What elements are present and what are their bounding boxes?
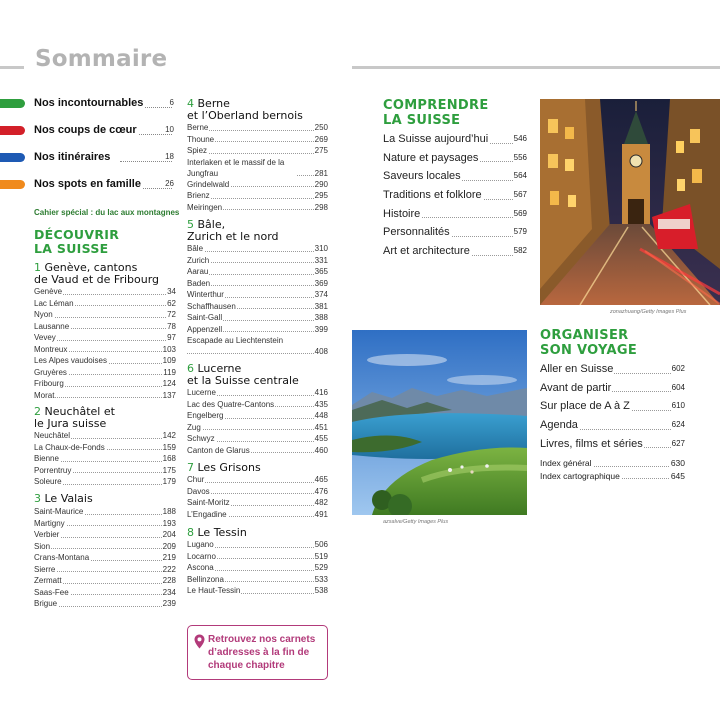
special-supplement[interactable]: Cahier spécial : du lac aux montagnes — [34, 208, 180, 217]
list-item[interactable]: Sur place de A à Z 610 — [540, 397, 685, 416]
blue-tab-icon — [0, 153, 25, 162]
list-item[interactable]: Morat 137 — [34, 390, 176, 400]
list-item[interactable]: Soleure 179 — [34, 477, 176, 486]
list-item[interactable]: La Chaux-de-Fonds 159 — [34, 442, 176, 452]
highlight-coups-de-coeur[interactable]: Nos coups de cœur 10 — [0, 124, 180, 138]
list-item[interactable]: Saint-Moritz 482 — [187, 498, 328, 507]
section-heading-decouvrir: DÉCOUVRIR LA SUISSE — [34, 227, 120, 256]
chapter-4-heading[interactable]: 4 Berne et l’Oberland bernois — [187, 97, 303, 122]
callout-text: Retrouvez nos carnets d’adresses à la fin de chaque chapitre — [208, 634, 316, 671]
list-item[interactable]: Lausanne 78 — [34, 321, 176, 331]
list-item[interactable]: Berne 250 — [187, 123, 328, 132]
address-callout — [187, 625, 328, 680]
list-item[interactable]: Traditions et folklore 567 — [383, 186, 527, 205]
list-item[interactable]: Winterthur 374 — [187, 290, 328, 299]
list-item[interactable]: Schaffhausen 381 — [187, 301, 328, 311]
lake-landscape-image — [352, 330, 527, 515]
chapter-4-entries — [187, 122, 328, 213]
list-item[interactable]: Bellinzona 533 — [187, 574, 328, 584]
list-item[interactable]: Gruyères 119 — [34, 367, 176, 377]
list-item[interactable]: Vevey 97 — [34, 333, 176, 342]
list-item[interactable]: Porrentruy 175 — [34, 465, 176, 475]
list-item[interactable]: Escapade au Liechtenstein 408 — [187, 336, 328, 356]
list-item[interactable]: Bienne 168 — [34, 454, 176, 463]
list-item[interactable]: Zurich 331 — [187, 255, 328, 265]
list-item[interactable]: Art et architecture 582 — [383, 242, 527, 261]
list-item[interactable]: Nyon 72 — [34, 310, 176, 319]
list-item[interactable]: Lac des Quatre-Cantons 435 — [187, 399, 328, 409]
list-item[interactable]: Schwyz 455 — [187, 434, 328, 443]
chapter-8-heading[interactable]: 8 Le Tessin — [187, 526, 247, 539]
list-item[interactable]: Appenzell 399 — [187, 324, 328, 334]
chapter-6-heading[interactable]: 6 Lucerne et la Suisse centrale — [187, 362, 299, 387]
bern-night-photo — [540, 99, 720, 305]
list-item[interactable]: Index général 630 — [540, 458, 685, 468]
lake-lucerne-photo — [352, 330, 527, 515]
list-item[interactable]: Verbier 204 — [34, 530, 176, 539]
list-item[interactable]: Sion 209 — [34, 541, 176, 551]
highlight-itineraires[interactable]: Nos itinéraires 18 — [0, 151, 180, 165]
list-item[interactable]: Aarau 365 — [187, 267, 328, 276]
list-item[interactable]: L’Engadine 491 — [187, 509, 328, 519]
chapter-7-heading[interactable]: 7 Les Grisons — [187, 461, 261, 474]
list-item[interactable]: Aller en Suisse 602 — [540, 360, 685, 379]
header-rule-right — [352, 66, 720, 69]
list-item[interactable]: Index cartographique 645 — [540, 470, 685, 481]
chapter-5-heading[interactable]: 5 Bâle, Zurich et le nord — [187, 218, 279, 243]
list-item[interactable]: Baden 369 — [187, 278, 328, 288]
red-tab-icon — [0, 126, 25, 135]
highlight-incontournables[interactable]: Nos incontournables 6 — [0, 97, 180, 111]
list-item[interactable]: Livres, films et séries 627 — [540, 435, 685, 454]
list-item[interactable]: Saint-Gall 388 — [187, 313, 328, 322]
list-item[interactable]: Zug 451 — [187, 422, 328, 432]
section-heading-organiser: ORGANISER SON VOYAGE — [540, 328, 638, 358]
list-item[interactable]: Lucerne 416 — [187, 388, 328, 397]
list-item[interactable]: Brigue 239 — [34, 599, 176, 608]
list-item[interactable]: Saveurs locales 564 — [383, 167, 527, 186]
list-item[interactable]: Spiez 275 — [187, 146, 328, 155]
list-item[interactable]: Nature et paysages 556 — [383, 149, 527, 168]
section-heading-comprendre: COMPRENDRE LA SUISSE — [383, 98, 489, 128]
chapter-7-entries — [187, 474, 328, 520]
list-item[interactable]: La Suisse aujourd’hui 546 — [383, 130, 527, 149]
chapter-5-entries — [187, 243, 328, 357]
list-item[interactable]: Davos 476 — [187, 486, 328, 496]
list-item[interactable]: Histoire 569 — [383, 205, 527, 224]
list-item[interactable]: Fribourg 124 — [34, 379, 176, 388]
photo-credit-lake: azsalve/Getty Images Plus — [383, 519, 449, 525]
list-item[interactable]: Crans-Montana 219 — [34, 553, 176, 562]
list-item[interactable]: Saas-Fee 234 — [34, 587, 176, 597]
list-item[interactable]: Le Haut-Tessin 538 — [187, 586, 328, 595]
chapter-2-entries — [34, 430, 176, 488]
list-item[interactable]: Thoune 269 — [187, 134, 328, 144]
list-item[interactable]: Genève 34 — [34, 287, 176, 296]
list-item[interactable]: Interlaken et le massif de la Jungfrau 281 — [187, 157, 328, 178]
list-item[interactable]: Sierre 222 — [34, 564, 176, 574]
list-item[interactable]: Engelberg 448 — [187, 411, 328, 420]
list-item[interactable]: Les Alpes vaudoises 109 — [34, 356, 176, 365]
list-item[interactable]: Avant de partir 604 — [540, 379, 685, 398]
list-item[interactable]: Meiringen 298 — [187, 202, 328, 212]
chapter-1-entries — [34, 286, 176, 401]
list-item[interactable]: Martigny 193 — [34, 518, 176, 528]
highlight-spots-famille[interactable]: Nos spots en famille 26 — [0, 178, 180, 192]
list-item[interactable]: Grindelwald 290 — [187, 179, 328, 189]
comprendre-entries — [383, 130, 527, 261]
organiser-entries — [540, 360, 685, 453]
list-item[interactable]: Canton de Glarus 460 — [187, 445, 328, 455]
list-item[interactable]: Montreux 103 — [34, 344, 176, 354]
list-item[interactable]: Bâle 310 — [187, 244, 328, 253]
bern-street-image — [540, 99, 720, 305]
map-pin-icon — [194, 634, 205, 649]
list-item[interactable]: Zermatt 228 — [34, 576, 176, 585]
chapter-8-entries — [187, 539, 328, 597]
list-item[interactable]: Locarno 519 — [187, 551, 328, 561]
list-item[interactable]: Neuchâtel 142 — [34, 431, 176, 440]
list-item[interactable]: Lugano 506 — [187, 540, 328, 549]
page-title: Sommaire — [35, 46, 168, 72]
index-entries — [540, 457, 685, 482]
list-item[interactable]: Agenda 624 — [540, 416, 685, 435]
list-item[interactable]: Brienz 295 — [187, 191, 328, 200]
chapter-3-heading[interactable]: 3 Le Valais — [34, 492, 93, 505]
chapter-2-heading[interactable]: 2 Neuchâtel et le Jura suisse — [34, 405, 115, 430]
list-item[interactable]: Lac Léman 62 — [34, 298, 176, 308]
chapter-6-entries — [187, 387, 328, 456]
photo-credit-bern: zonazhuang/Getty Images Plus — [610, 309, 687, 315]
chapter-3-entries — [34, 506, 176, 610]
green-tab-icon — [0, 99, 25, 108]
chapter-1-heading[interactable]: 1 Genève, cantons de Vaud et de Fribourg — [34, 261, 160, 286]
list-item[interactable]: Saint-Maurice 188 — [34, 507, 176, 516]
header-rule-left — [0, 66, 24, 69]
list-item[interactable]: Personnalités 579 — [383, 223, 527, 242]
list-item[interactable]: Ascona 529 — [187, 563, 328, 572]
orange-tab-icon — [0, 180, 25, 189]
list-item[interactable]: Chur 465 — [187, 475, 328, 484]
